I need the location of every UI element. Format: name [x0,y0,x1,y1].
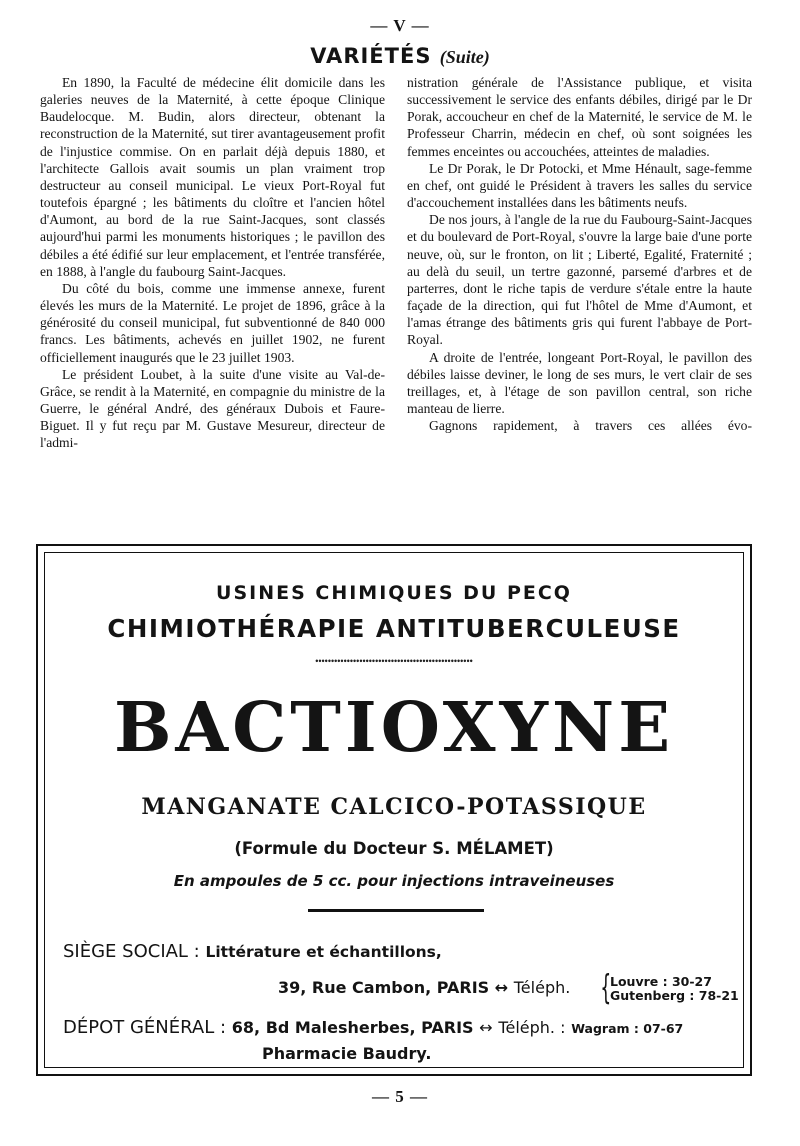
article-column-right [407,74,752,434]
ad-compound: MANGANATE CALCICO-POTASSIQUE [141,794,647,820]
ad-siege-label: SIÈGE SOCIAL : [63,941,200,962]
article-column-left [40,74,385,451]
article-paragraph: Gagnons rapidement, à travers ces allées évo- [429,418,752,434]
ad-depot-line [63,1017,683,1038]
ad-ampoules: En ampoules de 5 cc. pour injections intraveineuses [173,872,615,890]
article-paragraph: En 1890, la Faculté de médecine élit domicile dans les galeries neuves de la Maternité, à cette époque Clinique Baudelocque. M. Budin, alors directeur, obtenant la reconstruction de la Maternité, sut tirer avantageusement profit de l'injustice commise. On en parlait déjà depuis 1880, et l'architecte Gallois avait soumis un plan vraiment trop destructeur au conseil municipal. Le vieux Port-Royal fut toutefois épargné ; les bâtiments du cloître et l'ancien hôtel d'Aumont, au bord de la rue Saint-Jacques, sont classés aujourd'hui parmi les monuments historiques ; le pavillon des débiles a été édifié sur leur emplacement, et l'entrée transférée, en 1888, à l'angle du faubourg Saint-Jacques. [40,75,385,279]
article-paragraph: Du côté du bois, comme une immense annexe, furent élevés les murs de la Maternité. Le projet de 1896, grâce à la générosité du conseil municipal, fut subventionné de 840 000 francs. Les bâtiments, achevés en juillet 1902, ne furent officiellement inaugurés que le 23 juillet 1903. [40,280,385,365]
ad-product-name: BACTIOXYNE [113,688,675,768]
ad-formula: (Formule du Docteur S. MÉLAMET) [234,839,554,858]
advertisement [36,544,752,1076]
ad-depot-address: 68, Bd Malesherbes, PARIS [231,1018,474,1037]
ad-depot-label: DÉPOT GÉNÉRAL : [63,1017,227,1038]
section-title [0,44,800,68]
section-title-suite: (Suite) [439,47,490,67]
double-arrow-icon: ↔ [479,1018,493,1037]
article-paragraph: nistration générale de l'Assistance publique, et visita successivement le service des enfants débiles, dirigé par le Dr Porak, accoucheur en chef de la Maternité, le service de M. le Professeur Charrin, médecin en chef, où sont soignées les femmes enceintes ou accouchées, atteintes de maladies. [407,75,752,159]
ad-siege-line [63,941,442,962]
ad-phone-louvre: Louvre : 30-27 [610,974,712,989]
ad-siege-address-line [278,978,570,997]
article-paragraph: A droite de l'entrée, longeant Port-Royal, le pavillon des débiles laisse deviner, le long de ses murs, le vert clair de ses treillages, et, à l'étage de son pavillon central, son riche manteau de lierre. [407,349,752,416]
ad-siege-text: Littérature et échantillons, [205,943,442,961]
ad-siege-address: 39, Rue Cambon, PARIS [278,978,490,997]
ad-phone-wagram: Wagram : 07-67 [571,1021,684,1036]
article-paragraph: Le président Loubet, à la suite d'une visite au Val-de-Grâce, se rendit à la Maternité, en compagnie du ministre de la Guerre, le général André, des généraux Dubois et Faure-Biguet. Il y fut reçu par M. Gustave Mesureur, directeur de l'admi- [40,366,385,451]
ad-teleph-label-2: Téléph. : [498,1018,566,1037]
article-paragraph: Le Dr Porak, le Dr Potocki, et Mme Hénault, sage-femme en chef, ont guidé le Président à travers les salles du service d'accouchement installées dans les bâtiments neufs. [407,160,752,211]
ad-company: USINES CHIMIQUES DU PECQ [216,582,572,604]
ad-phone-gutenberg: Gutenberg : 78-21 [610,988,739,1003]
ad-tagline: CHIMIOTHÉRAPIE ANTITUBERCULEUSE [107,614,681,643]
section-title-text: VARIÉTÉS [310,44,432,68]
double-arrow-icon: ↔ [494,978,509,997]
ad-pharmacie: Pharmacie Baudry. [262,1044,432,1063]
page-number: — 5 — [372,1087,428,1106]
page-folio-roman: — V — [370,16,430,35]
ad-phone-list [610,975,739,1003]
ad-divider-rule [308,909,484,912]
brace-icon: { [600,968,612,1008]
ad-teleph-label: Téléph. [513,978,571,997]
ad-ornament-divider: •••••••••••••••••••••••••••••••••••••••••••••••••• [315,656,473,666]
article-paragraph: De nos jours, à l'angle de la rue du Faubourg-Saint-Jacques et du boulevard de Port-Royal, s'ouvre la large baie d'une porte neuve, où, sur le fronton, on lit ; Liberté, Egalité, Fraternité ; au delà du seuil, un tertre gazonné, parsemé d'arbres et de parterres, dont le riche tapis de verdure s'étale entre la haute façade de la direction, qui fut l'hôtel de Mme d'Aumont, et l'amas étrange des bâtiments gris qui furent l'abbaye de Port-Royal. [407,212,752,348]
